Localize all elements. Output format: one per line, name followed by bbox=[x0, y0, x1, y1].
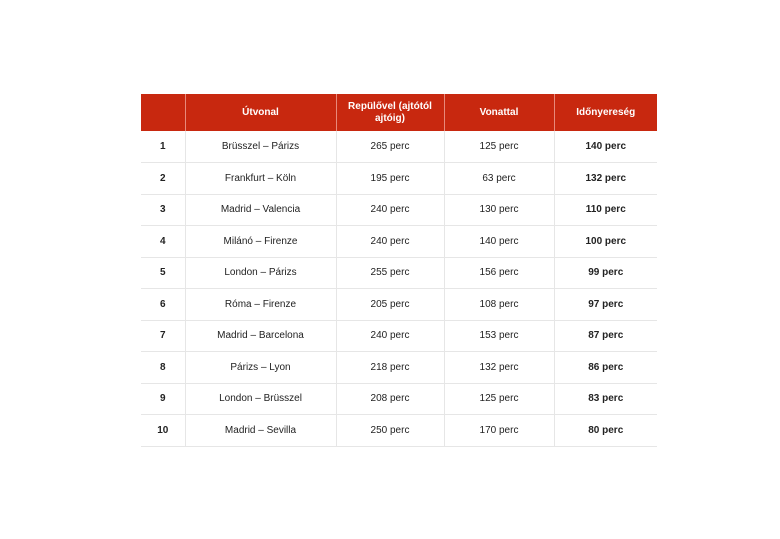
plane-time-cell: 208 perc bbox=[336, 383, 444, 415]
time-gain-cell: 97 perc bbox=[554, 289, 657, 321]
route-cell: Róma – Firenze bbox=[185, 289, 336, 321]
train-time-cell: 130 perc bbox=[444, 194, 554, 226]
plane-time-cell: 218 perc bbox=[336, 352, 444, 384]
rank-cell: 6 bbox=[141, 289, 185, 321]
time-gain-cell: 86 perc bbox=[554, 352, 657, 384]
time-gain-cell: 110 perc bbox=[554, 194, 657, 226]
train-time-cell: 156 perc bbox=[444, 257, 554, 289]
header-route: Útvonal bbox=[185, 94, 336, 131]
time-gain-cell: 87 perc bbox=[554, 320, 657, 352]
rank-cell: 5 bbox=[141, 257, 185, 289]
header-train: Vonattal bbox=[444, 94, 554, 131]
train-time-cell: 63 perc bbox=[444, 163, 554, 195]
table-row bbox=[141, 352, 657, 384]
time-gain-cell: 132 perc bbox=[554, 163, 657, 195]
plane-time-cell: 250 perc bbox=[336, 415, 444, 447]
table-row bbox=[141, 194, 657, 226]
rank-cell: 7 bbox=[141, 320, 185, 352]
route-cell: Brüsszel – Párizs bbox=[185, 131, 336, 163]
time-gain-cell: 83 perc bbox=[554, 383, 657, 415]
plane-time-cell: 265 perc bbox=[336, 131, 444, 163]
time-gain-cell: 100 perc bbox=[554, 226, 657, 258]
train-time-cell: 125 perc bbox=[444, 383, 554, 415]
route-cell: Madrid – Sevilla bbox=[185, 415, 336, 447]
table-row bbox=[141, 163, 657, 195]
table-row bbox=[141, 131, 657, 163]
train-time-cell: 170 perc bbox=[444, 415, 554, 447]
route-cell: Madrid – Barcelona bbox=[185, 320, 336, 352]
table-row bbox=[141, 289, 657, 321]
route-cell: London – Párizs bbox=[185, 257, 336, 289]
plane-time-cell: 240 perc bbox=[336, 226, 444, 258]
table-row bbox=[141, 257, 657, 289]
table-row bbox=[141, 383, 657, 415]
route-cell: Párizs – Lyon bbox=[185, 352, 336, 384]
train-time-cell: 140 perc bbox=[444, 226, 554, 258]
rank-cell: 10 bbox=[141, 415, 185, 447]
time-gain-cell: 99 perc bbox=[554, 257, 657, 289]
time-gain-cell: 80 perc bbox=[554, 415, 657, 447]
rank-cell: 4 bbox=[141, 226, 185, 258]
rank-cell: 8 bbox=[141, 352, 185, 384]
time-gain-cell: 140 perc bbox=[554, 131, 657, 163]
train-time-cell: 125 perc bbox=[444, 131, 554, 163]
header-gain: Időnyereség bbox=[554, 94, 657, 131]
rank-cell: 2 bbox=[141, 163, 185, 195]
plane-time-cell: 255 perc bbox=[336, 257, 444, 289]
table-body bbox=[141, 131, 657, 446]
train-time-cell: 153 perc bbox=[444, 320, 554, 352]
header-rank bbox=[141, 94, 185, 131]
route-cell: Frankfurt – Köln bbox=[185, 163, 336, 195]
table-header-row bbox=[141, 94, 657, 131]
rank-cell: 1 bbox=[141, 131, 185, 163]
route-cell: London – Brüsszel bbox=[185, 383, 336, 415]
route-comparison-table bbox=[141, 94, 657, 447]
plane-time-cell: 205 perc bbox=[336, 289, 444, 321]
plane-time-cell: 195 perc bbox=[336, 163, 444, 195]
rank-cell: 9 bbox=[141, 383, 185, 415]
plane-time-cell: 240 perc bbox=[336, 320, 444, 352]
table-row bbox=[141, 226, 657, 258]
plane-time-cell: 240 perc bbox=[336, 194, 444, 226]
header-plane: Repülővel (ajtótól ajtóig) bbox=[336, 94, 444, 131]
train-time-cell: 132 perc bbox=[444, 352, 554, 384]
route-cell: Milánó – Firenze bbox=[185, 226, 336, 258]
route-cell: Madrid – Valencia bbox=[185, 194, 336, 226]
rank-cell: 3 bbox=[141, 194, 185, 226]
table-row bbox=[141, 415, 657, 447]
table-row bbox=[141, 320, 657, 352]
train-time-cell: 108 perc bbox=[444, 289, 554, 321]
